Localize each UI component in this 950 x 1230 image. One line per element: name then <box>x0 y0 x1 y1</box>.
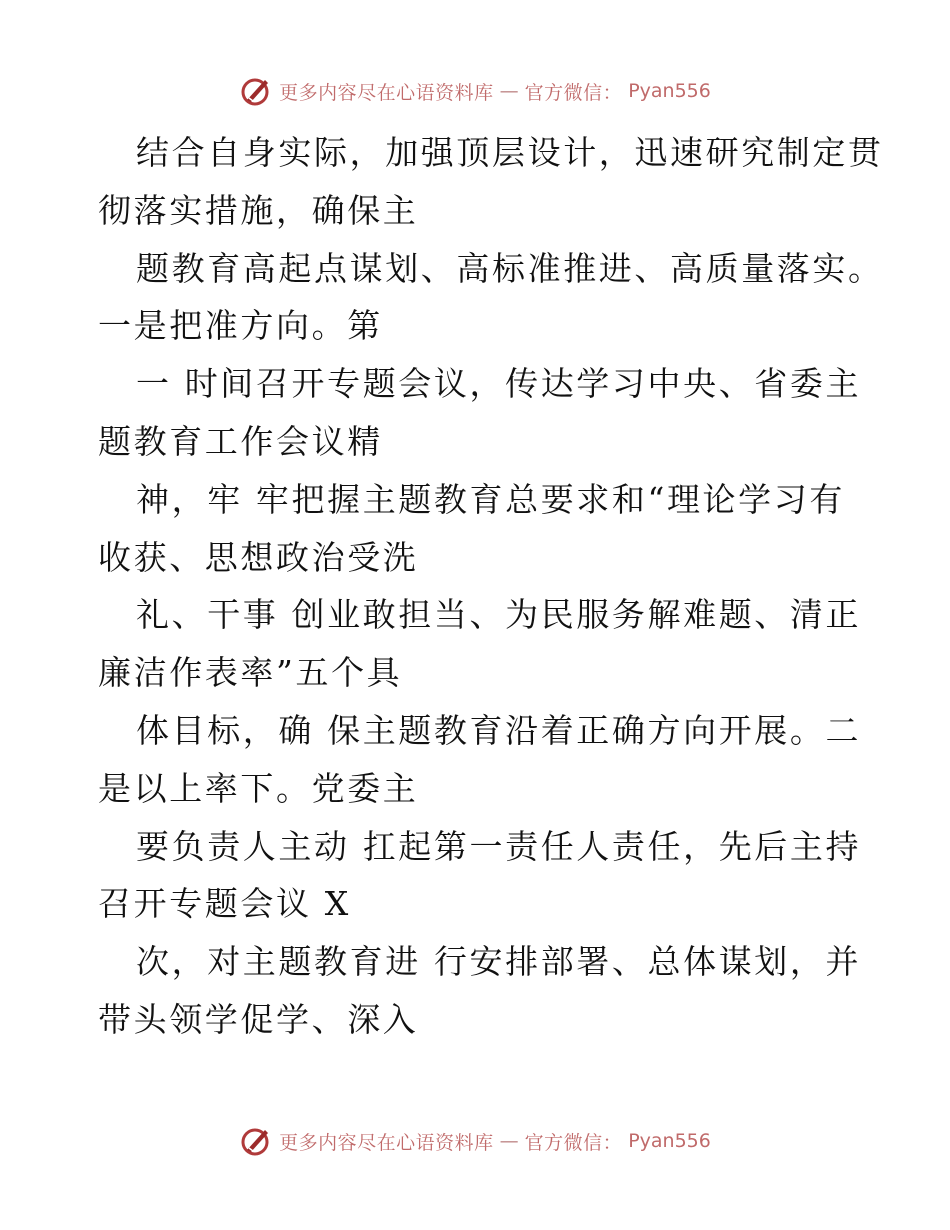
watermark-contact-id: Pyan556 <box>628 80 711 102</box>
text-line: 是以上率下。党委主 <box>98 768 419 808</box>
text-line: 彻落实措施，确保主 <box>98 190 419 230</box>
document-body <box>98 124 884 1049</box>
text-line: 一是把准方向。第 <box>98 306 383 346</box>
watermark-contact-label: 官方微信： <box>524 1131 623 1154</box>
watermark-text: 更多内容尽在心语资料库 <box>279 1131 494 1154</box>
quill-logo-icon <box>239 1124 273 1158</box>
watermark-contact-id: Pyan556 <box>628 1130 711 1152</box>
footer-watermark <box>0 1124 950 1158</box>
text-line: 收获、思想政治受洗 <box>98 537 419 577</box>
text-line: 体目标，确 保主题教育沿着正确方向开展。二 <box>136 710 862 750</box>
text-line: 召开专题会议 X <box>98 884 351 924</box>
text-line: 题教育工作会议精 <box>98 421 383 461</box>
watermark-separator: — <box>499 1130 519 1152</box>
text-line: 次，对主题教育进 行安排部署、总体谋划，并 <box>136 942 862 982</box>
text-line: 礼、干事 创业敢担当、为民服务解难题、清正 <box>136 595 862 635</box>
text-line: 要负责人主动 扛起第一责任人责任，先后主持 <box>136 826 862 866</box>
watermark-text: 更多内容尽在心语资料库 <box>279 81 494 104</box>
text-line: 结合自身实际，加强顶层设计，迅速研究制定贯 <box>136 133 884 172</box>
text-line: 题教育高起点谋划、高标准推进、高质量落实。 <box>136 248 884 288</box>
header-watermark <box>0 74 950 108</box>
text-line: 廉洁作表率”五个具 <box>98 653 403 693</box>
text-line: 一 时间召开专题会议，传达学习中央、省委主 <box>136 364 862 404</box>
text-line: 带头领学促学、深入 <box>98 999 419 1039</box>
quill-logo-icon <box>239 74 273 108</box>
text-line: 神，牢 牢把握主题教育总要求和“理论学习有 <box>136 479 845 519</box>
watermark-contact-label: 官方微信： <box>524 81 623 104</box>
watermark-separator: — <box>499 80 519 102</box>
